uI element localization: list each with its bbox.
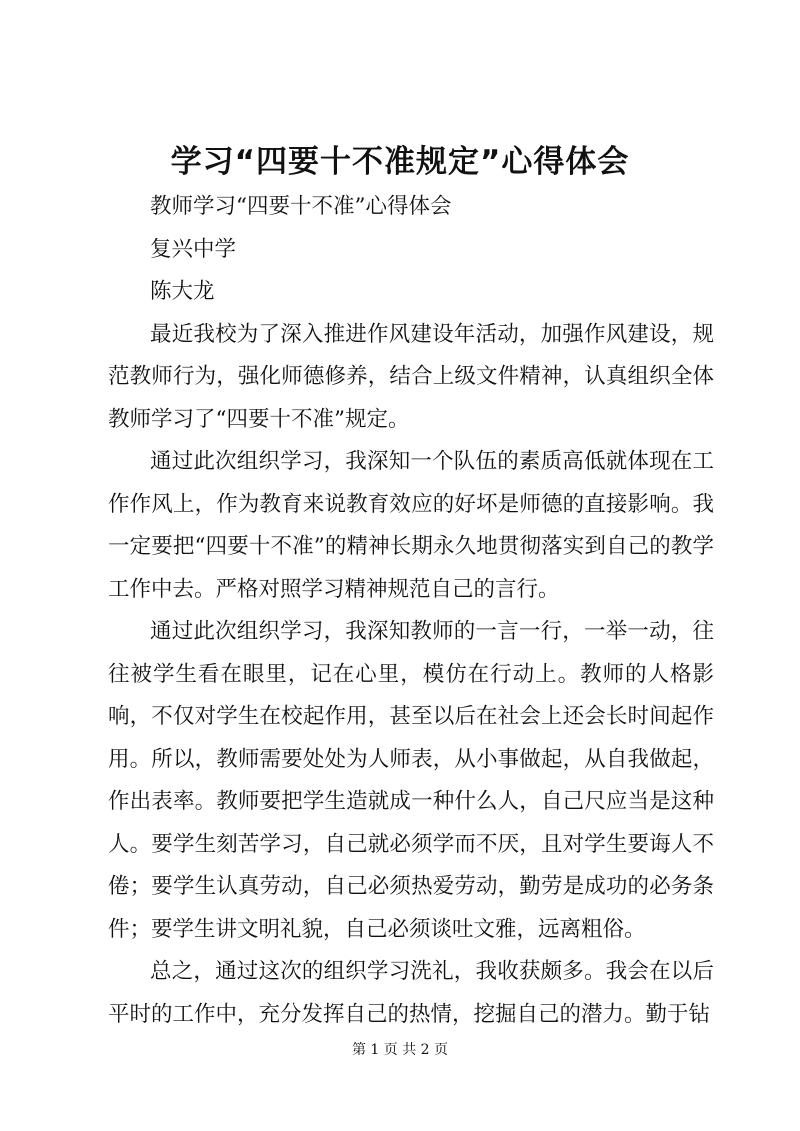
author-line: 陈大龙	[150, 279, 215, 304]
page-number-footer: 第 1 页 共 2 页	[351, 1042, 449, 1058]
paragraph: 通过此次组织学习，我深知一个队伍的素质高低就体现在工作作风上，作为教育来说教育效应的好坏是师德的直接影响。我一定要把“四要十不准”的精神长期永久地贯彻落实到自己的教学工作中去。严格对照学习精神规范自己的言行。	[108, 449, 714, 602]
paragraph: 总之，通过这次的组织学习洗礼，我收获颇多。我会在以后平时的工作中，充分发挥自己的热情，挖掘自己的潜力。勤于钻	[108, 959, 714, 1027]
subtitle-line: 教师学习“四要十不准”心得体会	[150, 194, 452, 219]
paragraph: 通过此次组织学习，我深知教师的一言一行，一举一动，往往被学生看在眼里，记在心里，模仿在行动上。教师的人格影响，不仅对学生在校起作用，甚至以后在社会上还会长时间起作用。所以，教师需要处处为人师表，从小事做起，从自我做起，作出表率。教师要把学生造就成一种什么人，自己尺应当是这种人。要学生刻苦学习，自己就必须学而不厌，且对学生要诲人不倦；要学生认真劳动，自己必须热爱劳动，勤劳是成功的必务条件；要学生讲文明礼貌，自己必须谈吐文雅，远离粗俗。	[108, 619, 714, 942]
school-line: 复兴中学	[150, 236, 237, 262]
document-body	[108, 186, 714, 1036]
paragraph: 最近我校为了深入推进作风建设年活动，加强作风建设，规范教师行为，强化师德修养，结合上级文件精神，认真组织全体教师学习了“四要十不准”规定。	[108, 321, 714, 432]
document-title: 学习“四要十不准规定”心得体会	[170, 144, 630, 180]
